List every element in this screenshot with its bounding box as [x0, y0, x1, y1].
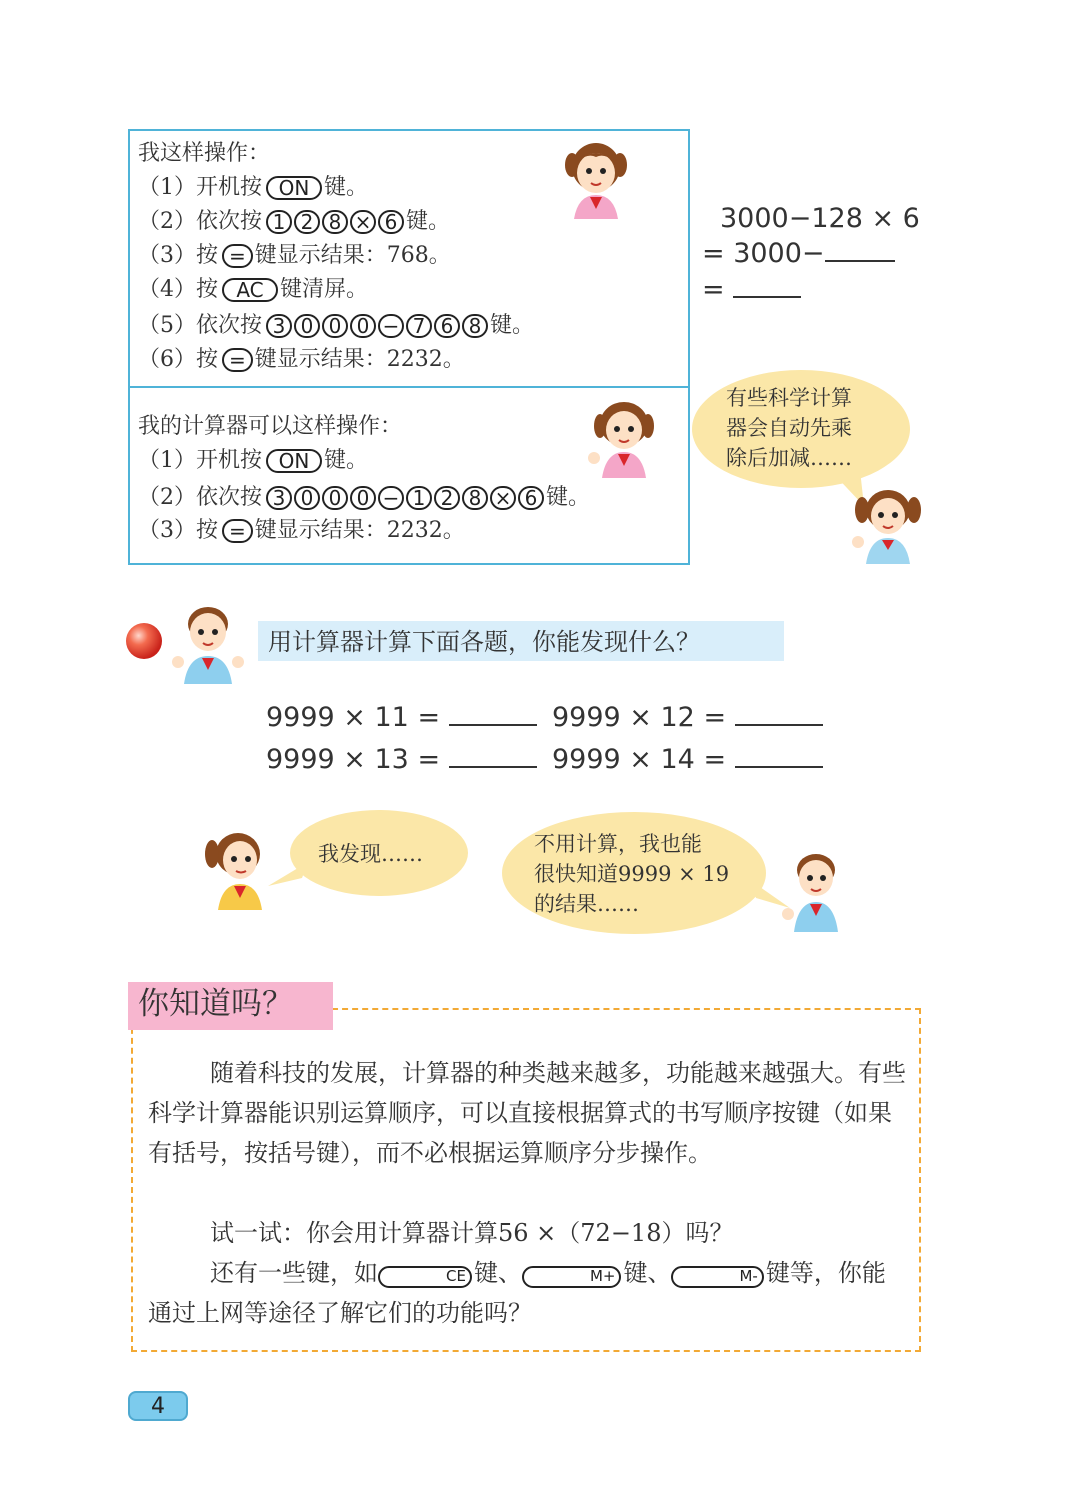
key-0: 0 — [350, 314, 376, 338]
exercise-4: 9999 × 14 = — [552, 744, 823, 775]
key-3: 3 — [266, 314, 292, 338]
bubble-top-line3: 除后加减…… — [726, 446, 852, 470]
box2-step3: （3）按 = 键显示结果：2232。 — [138, 518, 465, 543]
key-equals: = — [222, 348, 253, 372]
did-you-know-title: 你知道吗？ — [138, 986, 293, 1022]
girl-illustration — [848, 484, 928, 564]
key-m-minus: M- — [671, 1266, 763, 1288]
box1-heading: 我这样操作： — [138, 141, 271, 166]
key-8: 8 — [462, 486, 488, 510]
key-on: ON — [266, 449, 322, 473]
key-2: 2 — [294, 210, 320, 234]
exercise-3: 9999 × 13 = — [266, 744, 537, 775]
box2-heading: 我的计算器可以这样操作： — [138, 414, 403, 439]
key-0: 0 — [294, 314, 320, 338]
key-ce: CE — [378, 1266, 472, 1288]
key-ac: AC — [222, 278, 278, 302]
key-6: 6 — [378, 210, 404, 234]
box1-step4: （4）按 AC 键清屏。 — [138, 277, 369, 302]
key-on: ON — [266, 176, 322, 200]
key-8: 8 — [322, 210, 348, 234]
key-6: 6 — [518, 486, 544, 510]
bubble-top-line2: 器会自动先乘 — [726, 416, 852, 440]
answer-blank — [449, 766, 537, 768]
key-0: 0 — [322, 486, 348, 510]
boy-illustration — [168, 600, 248, 684]
answer-blank — [449, 724, 537, 726]
box1-step3: （3）按 = 键显示结果：768。 — [138, 243, 451, 268]
exercise-2: 9999 × 12 = — [552, 702, 823, 733]
bubble-right-line3: 的结果…… — [534, 892, 639, 916]
key-7: 7 — [406, 314, 432, 338]
key-equals: = — [222, 244, 253, 268]
bubble-right-line2: 很快知道9999 × 19 — [534, 862, 730, 886]
key-3: 3 — [266, 486, 292, 510]
key-minus: − — [378, 314, 404, 338]
exercise-1: 9999 × 11 = — [266, 702, 537, 733]
key-multiply: × — [490, 486, 516, 510]
dyk-paragraph-2: 试一试：你会用计算器计算56 ×（72−18）吗？ — [210, 1219, 734, 1247]
key-0: 0 — [322, 314, 348, 338]
key-minus: − — [378, 486, 404, 510]
girl-waving-illustration — [586, 396, 662, 478]
side-math-line2: = 3000− — [702, 238, 895, 269]
dyk-paragraph-3: 还有一些键，如 CE 键、 M+ 键、 M- 键等，你能通过上网等途径了解它们的功能吗？ — [148, 1259, 886, 1327]
procedure-box-2 — [128, 386, 690, 565]
red-ball-icon — [125, 622, 163, 660]
answer-blank — [735, 766, 823, 768]
key-m-plus: M+ — [522, 1266, 622, 1288]
key-0: 0 — [294, 486, 320, 510]
page-number: 4 — [128, 1391, 188, 1421]
key-1: 1 — [406, 486, 432, 510]
answer-blank — [733, 296, 801, 298]
box1-step1: （1）开机按 ON 键。 — [138, 175, 369, 200]
key-equals: = — [222, 519, 253, 543]
task-prompt: 用计算器计算下面各题，你能发现什么？ — [268, 628, 700, 656]
answer-blank — [825, 260, 895, 262]
side-math-line3: = — [702, 274, 801, 305]
key-2: 2 — [434, 486, 460, 510]
bubble-left-text: 我发现…… — [318, 842, 423, 866]
key-0: 0 — [350, 486, 376, 510]
box1-step6: （6）按 = 键显示结果：2232。 — [138, 347, 465, 372]
key-8: 8 — [462, 314, 488, 338]
key-6: 6 — [434, 314, 460, 338]
box2-step2: （2）依次按 3 0 0 0 − 1 2 8 × 6 键。 — [138, 485, 591, 510]
bubble-tail — [268, 862, 308, 886]
bubble-right-line1: 不用计算，我也能 — [534, 832, 702, 856]
box2-step1: （1）开机按 ON 键。 — [138, 448, 369, 473]
answer-blank — [735, 724, 823, 726]
boy-illustration — [778, 848, 850, 932]
girl-thinking-illustration — [560, 137, 632, 219]
box1-step5: （5）依次按 3 0 0 0 − 7 6 8 键。 — [138, 313, 535, 338]
key-multiply: × — [350, 210, 376, 234]
bubble-top-line1: 有些科学计算 — [726, 386, 852, 410]
box1-step2: （2）依次按 1 2 8 × 6 键。 — [138, 209, 451, 234]
procedure-box-1 — [128, 129, 690, 388]
side-math-line1: 3000−128 × 6 — [720, 203, 920, 234]
key-1: 1 — [266, 210, 292, 234]
dyk-paragraph-1: 随着科技的发展，计算器的种类越来越多，功能越来越强大。有些科学计算器能识别运算顺序，可以直接根据算式的书写顺序按键（如果有括号，按括号键），而不必根据运算顺序分步操作。 — [148, 1059, 906, 1167]
